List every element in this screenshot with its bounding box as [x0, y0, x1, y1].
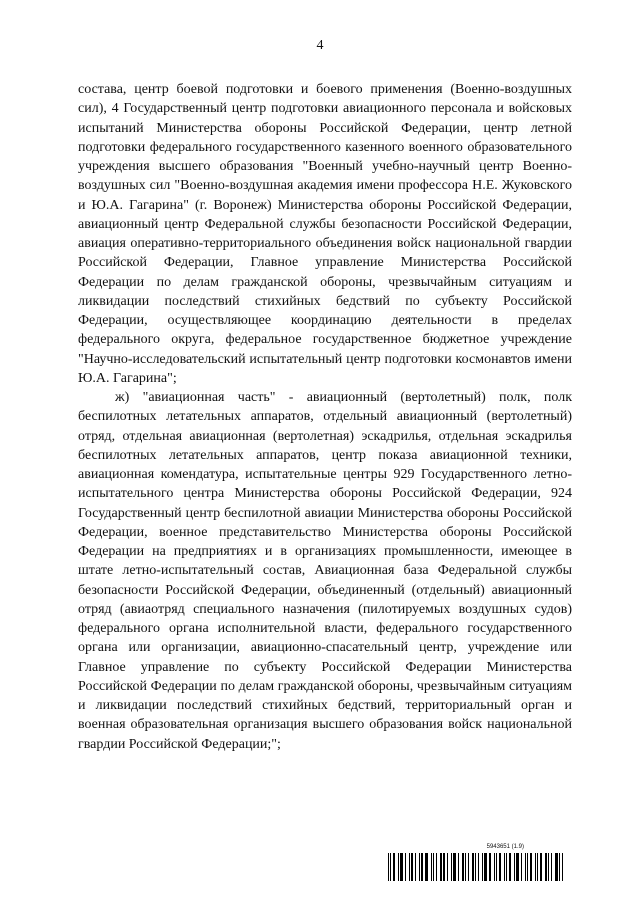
barcode-bar [405, 853, 406, 881]
barcode-bar [521, 853, 522, 881]
barcode-bar [516, 853, 519, 881]
barcode-bar [421, 853, 423, 881]
barcode-bar [451, 853, 452, 881]
barcode-bar [468, 853, 469, 881]
barcode-bar [504, 853, 505, 881]
page-number: 4 [316, 38, 324, 53]
barcode-bar [472, 853, 474, 881]
document-code: 5943651 (1.9) [486, 844, 524, 850]
barcode-bar [537, 853, 538, 881]
barcode-bar [514, 853, 515, 881]
paragraph-continuation: состава, центр боевой подготовки и боевого применения (Военно-воздушных сил), 4 Государственный центр подготовки авиационного персонала и войсковых испытаний Министерства обороны Российской Федерации, центр летной подготовки федерального государственного казенного военного образовательного учреждения высшего образования "Военный учебно-научный центр Военно-воздушных сил "Военно-воздушная академия имени профессора Н.Е. Жуковского и Ю.А. Гагарина" (г. Воронеж) Министерства обороны Российской Федерации, авиационный центр Федеральной службы безопасности Российской Федерации, авиация оперативно-территориального объединения войск национальной гвардии Российской Федерации, Главное управление Министерства Российской Федерации по делам гражданской обороны, чрезвычайным ситуациям и ликвидации последствий стихийных бедствий по субъекту Российской Федерации, осуществляющее координацию деятельности в пределах федерального округа, федеральное государственное бюджетное учреждение "Научно-исследовательский испытательный центр подготовки космонавтов имени Ю.А. Гагарина"; [78, 82, 572, 386]
barcode-bar [415, 853, 416, 881]
barcode-bar [465, 853, 466, 881]
barcode-bar [388, 853, 389, 881]
barcode-bar [482, 853, 483, 881]
barcode-bar [411, 853, 413, 881]
barcode-bar [484, 853, 487, 881]
barcode-bar [478, 853, 479, 881]
barcode-bar [506, 853, 507, 881]
barcode-bar [548, 853, 549, 881]
barcode-bar [425, 853, 428, 881]
barcode-bar [499, 853, 501, 881]
barcode-bar [535, 853, 536, 881]
barcode-bar [496, 853, 497, 881]
barcode-bar [489, 853, 491, 881]
barcode-bar [440, 853, 442, 881]
document-body [78, 80, 572, 754]
barcode-bar [509, 853, 511, 881]
barcode-bar [447, 853, 448, 881]
barcode-bar [400, 853, 403, 881]
barcode-bar [443, 853, 445, 881]
barcode-bar [551, 853, 552, 881]
barcode-bar [562, 853, 563, 881]
barcode-image [388, 851, 568, 881]
barcode-bar [530, 853, 532, 881]
barcode-bar [525, 853, 526, 881]
barcode-bar [419, 853, 420, 881]
document-stamp [388, 843, 568, 881]
barcode-bar [458, 853, 459, 881]
barcode-bar [390, 853, 391, 881]
barcode-bar [494, 853, 495, 881]
barcode-bar [555, 853, 558, 881]
barcode-bar [398, 853, 399, 881]
paragraph-definition-zh: ж) "авиационная часть" - авиационный (вертолетный) полк, полк беспилотных летательных аппаратов, отдельный авиационный (вертолетный) отряд, отдельная авиационная (вертолетная) эскадрилья, отдельная эскадрилья беспилотных летательных аппаратов, центр показа авиационной техники, авиационная комендатура, испытательные центры 929 Государственного летно-испытательного центра Министерства обороны Российской Федерации, 924 Государственный центр беспилотной авиации Министерства обороны Российской Федерации, военное представительство Министерства обороны Российской Федерации на предприятиях и в организациях промышленности, имеющее в штате летно-испытательный состав, Авиационная база Федеральной службы безопасности Российской Федерации, объединенный (отдельный) авиационный отряд (авиаотряд специального назначения (пилотируемых воздушных судов) федерального органа исполнительной власти, федерального государственного органа или организации, авиационно-спасательный центр, учреждение или Главное управление по субъекту Российской Федерации Министерства Российской Федерации по делам гражданской обороны, чрезвычайным ситуациям и ликвидации последствий стихийных бедствий, территориальный орган и военная образовательная организация высшего образования войск национальной гвардии Российской Федерации;"; [78, 390, 572, 752]
barcode-bar [431, 853, 432, 881]
barcode-bar [453, 853, 456, 881]
barcode-bar [436, 853, 437, 881]
barcode-bar [393, 853, 395, 881]
barcode-bar [433, 853, 434, 881]
barcode-bar [559, 853, 560, 881]
barcode-bar [462, 853, 464, 881]
barcode-bar [475, 853, 476, 881]
barcode-bar [545, 853, 547, 881]
barcode-bar [527, 853, 528, 881]
barcode-bar [540, 853, 542, 881]
barcode-bar [409, 853, 410, 881]
